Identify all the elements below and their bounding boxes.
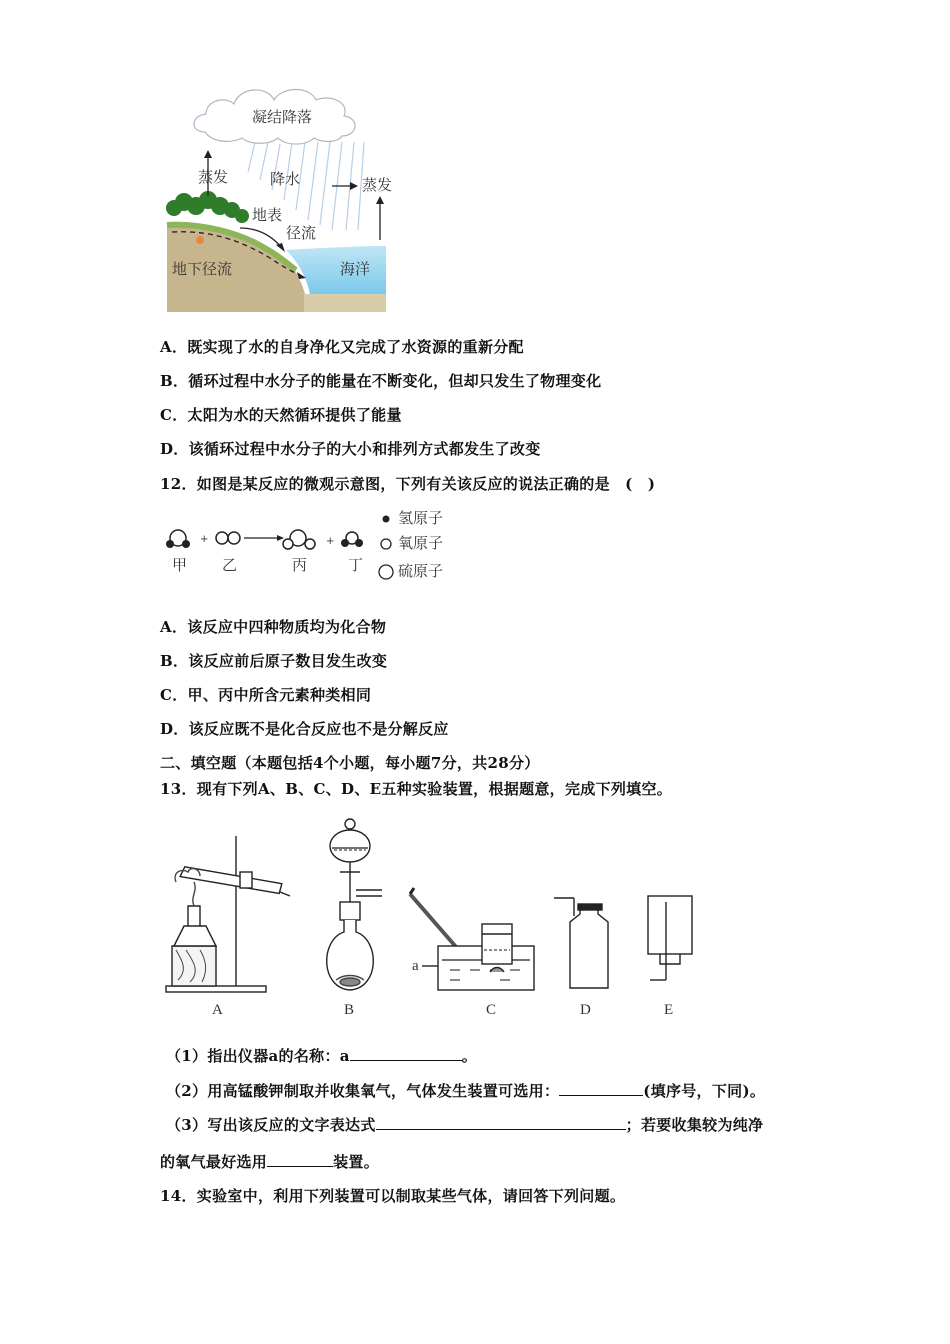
label-underground-runoff: 地下径流 bbox=[172, 262, 233, 278]
q11-option-a bbox=[160, 336, 524, 357]
label-cloud: 凝结降落 bbox=[252, 110, 313, 126]
apparatus-b bbox=[327, 819, 382, 990]
q12-option-c bbox=[160, 684, 371, 705]
label-evaporation-right: 蒸发 bbox=[362, 178, 393, 194]
option-text: 循环过程中水分子的能量在不断变化，但却只发生了物理变化 bbox=[188, 372, 602, 390]
q12-option-a bbox=[160, 616, 386, 637]
answer-blank[interactable] bbox=[559, 1081, 643, 1096]
sub2-end: (填序号，下同)。 bbox=[643, 1082, 766, 1100]
option-letter: C． bbox=[160, 406, 188, 424]
label-precipitation: 降水 bbox=[270, 172, 301, 188]
label-ocean: 海洋 bbox=[340, 262, 371, 278]
apparatus-label-a: A bbox=[212, 1002, 223, 1018]
label-jia: 甲 bbox=[172, 558, 188, 574]
label-evaporation-left: 蒸发 bbox=[198, 170, 229, 186]
q12-stem: 12．如图是某反应的微观示意图，下列有关该反应的说法正确的是 ( ) bbox=[160, 475, 656, 493]
option-text: 甲、丙中所含元素种类相同 bbox=[187, 686, 372, 704]
apparatus-c bbox=[410, 888, 534, 990]
answer-blank[interactable] bbox=[350, 1046, 462, 1061]
apparatus-a bbox=[166, 836, 290, 992]
q13-sub3-cont bbox=[160, 1151, 379, 1172]
water-cycle-figure bbox=[160, 80, 410, 312]
legend-sulfur: 硫原子 bbox=[398, 564, 444, 580]
molecule-ding bbox=[341, 532, 363, 547]
q11-option-d bbox=[160, 438, 541, 459]
molecule-jia bbox=[166, 530, 190, 548]
legend-oxygen: 氧原子 bbox=[398, 536, 444, 552]
apparatus-figure bbox=[160, 810, 720, 1022]
q14-stem: 14．实验室中，利用下列装置可以制取某些气体，请回答下列问题。 bbox=[160, 1187, 626, 1205]
option-letter: B． bbox=[160, 652, 189, 670]
legend bbox=[379, 510, 443, 580]
evaporation-right-arrow bbox=[376, 196, 384, 204]
evaporation-left-arrow bbox=[204, 150, 212, 158]
apparatus-label-b: B bbox=[344, 1002, 355, 1018]
reaction-figure bbox=[160, 506, 460, 586]
option-letter: A． bbox=[160, 338, 188, 356]
answer-blank[interactable] bbox=[267, 1152, 333, 1167]
label-ding: 丁 bbox=[348, 558, 364, 574]
sub1-end: 。 bbox=[461, 1047, 478, 1065]
sub3b-text: 的氧气最好选用 bbox=[160, 1153, 268, 1171]
option-text: 既实现了水的自身净化又完成了水资源的重新分配 bbox=[187, 338, 524, 356]
sub2-text: （2）用高锰酸钾制取并收集氧气，气体发生装置可选用： bbox=[166, 1082, 560, 1100]
option-text: 该反应中四种物质均为化合物 bbox=[187, 618, 387, 636]
option-text: 太阳为水的天然循环提供了能量 bbox=[187, 406, 402, 424]
q13-sub1 bbox=[166, 1045, 477, 1066]
apparatus-d bbox=[554, 898, 608, 988]
label-surface-runoff-1: 地表 bbox=[252, 208, 283, 224]
q12-option-b bbox=[160, 650, 387, 671]
legend-hydrogen: 氢原子 bbox=[398, 511, 444, 527]
sub3-end: ；若要收集较为纯净 bbox=[625, 1116, 764, 1134]
section2-title: 二、填空题（本题包括4个小题，每小题7分，共28分） bbox=[160, 754, 540, 772]
option-text: 该反应既不是化合反应也不是分解反应 bbox=[188, 720, 449, 738]
svg-text:+: + bbox=[200, 534, 209, 545]
svg-text:+: + bbox=[326, 536, 335, 547]
sub3b-end: 装置。 bbox=[333, 1153, 380, 1171]
option-text: 该循环过程中水分子的大小和排列方式都发生了改变 bbox=[188, 440, 541, 458]
label-bing: 丙 bbox=[292, 558, 308, 574]
option-text: 该反应前后原子数目发生改变 bbox=[188, 652, 388, 670]
sub1-text: （1）指出仪器a的名称：a bbox=[166, 1047, 350, 1065]
q13-stem: 13．现有下列A、B、C、D、E五种实验装置，根据题意，完成下列填空。 bbox=[160, 780, 673, 798]
apparatus-label-d: D bbox=[580, 1002, 591, 1018]
molecule-bing bbox=[283, 530, 315, 549]
apparatus-e bbox=[648, 896, 692, 980]
option-letter: D． bbox=[160, 720, 189, 738]
answer-blank[interactable] bbox=[376, 1115, 626, 1130]
option-letter: A． bbox=[160, 618, 188, 636]
sub3-text: （3）写出该反应的文字表达式 bbox=[166, 1116, 376, 1134]
apparatus-label-c: C bbox=[486, 1002, 497, 1018]
option-letter: D． bbox=[160, 440, 189, 458]
q11-option-b bbox=[160, 370, 601, 391]
option-letter: C． bbox=[160, 686, 188, 704]
option-letter: B． bbox=[160, 372, 189, 390]
q13-sub3 bbox=[166, 1114, 763, 1135]
molecule-yi bbox=[216, 532, 240, 544]
q12-option-d bbox=[160, 718, 449, 739]
pointer-label-a: a bbox=[412, 958, 419, 974]
label-surface-runoff-2: 径流 bbox=[286, 226, 317, 242]
apparatus-label-e: E bbox=[664, 1002, 674, 1018]
q11-option-c bbox=[160, 404, 402, 425]
label-yi: 乙 bbox=[222, 558, 238, 574]
q13-sub2 bbox=[166, 1080, 765, 1101]
